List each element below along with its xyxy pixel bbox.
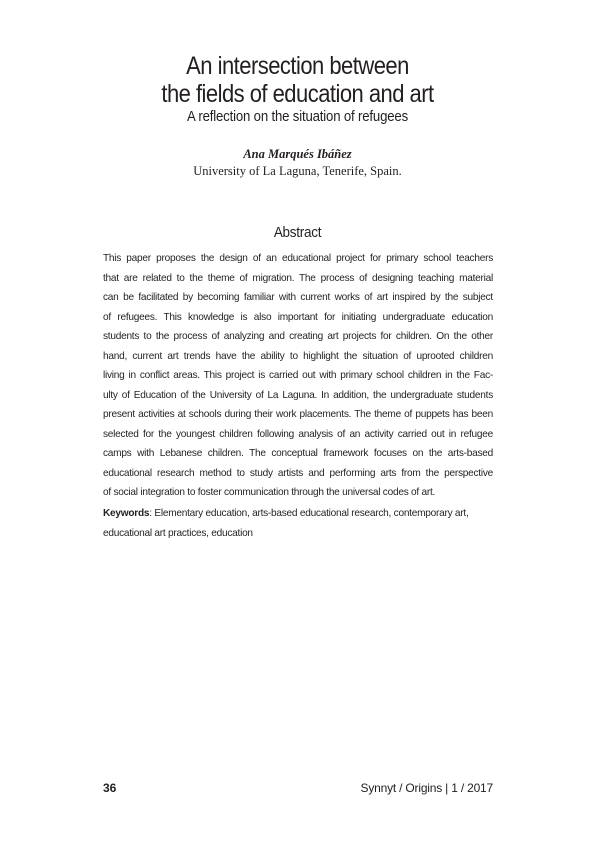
abstract-body — [103, 249, 493, 503]
paper-subtitle: A reflection on the situation of refugees — [186, 108, 408, 125]
author-affiliation: University of La Laguna, Tenerife, Spain. — [193, 164, 402, 178]
paper-title-line-1: An intersection between — [186, 52, 409, 80]
abstract-line: present activities at schools during their work placements. The theme of puppets has been — [103, 409, 493, 420]
paper-title-line-2: the fields of education and art — [161, 80, 434, 108]
abstract-line: educational research method to study artists and performing arts from the perspective — [103, 467, 493, 479]
abstract-line: students to the process of analyzing and creating art projects for children. On the other — [103, 331, 493, 342]
abstract-line: of refugees. This knowledge is also important for initiating undergraduate education — [103, 311, 493, 323]
keywords-label: Keywords — [103, 508, 150, 519]
abstract-line: This paper proposes the design of an educational project for primary school teachers — [103, 253, 493, 264]
keywords-line-1 — [103, 504, 493, 524]
journal-footer: Synnyt / Origins | 1 / 2017 — [360, 781, 493, 795]
abstract-heading: Abstract — [273, 224, 322, 241]
author-block — [0, 146, 595, 180]
abstract-line: ulty of Education of the University of La Laguna. In addition, the undergraduate students — [103, 389, 493, 401]
page-number: 36 — [103, 781, 117, 795]
abstract-line: living in conflict areas. This project is carried out with primary school children in the Fac- — [103, 370, 493, 381]
abstract-line: that are related to the theme of migration. The process of designing teaching material — [103, 272, 493, 284]
keywords-list-part-2: educational art practices, education — [103, 527, 253, 539]
keywords-list-part-1: : Elementary education, arts-based educational research, contemporary art, — [149, 508, 469, 519]
abstract-line: of social integration to foster communication through the universal codes of art. — [103, 487, 436, 498]
abstract-line: can be facilitated by becoming familiar with current works of art inspired by the subject — [103, 292, 493, 303]
author-name: Ana Marqués Ibáñez — [243, 147, 352, 161]
abstract-line: selected for the youngest children following analysis of an activity carried out in refugee — [103, 428, 493, 440]
title-block — [0, 52, 595, 126]
abstract-line: camps with Lebanese children. The conceptual framework focuses on the arts-based — [103, 448, 493, 459]
keywords-section — [103, 504, 493, 543]
abstract-line: hand, current art trends have the ability to highlight the situation of uprooted children — [103, 350, 493, 362]
